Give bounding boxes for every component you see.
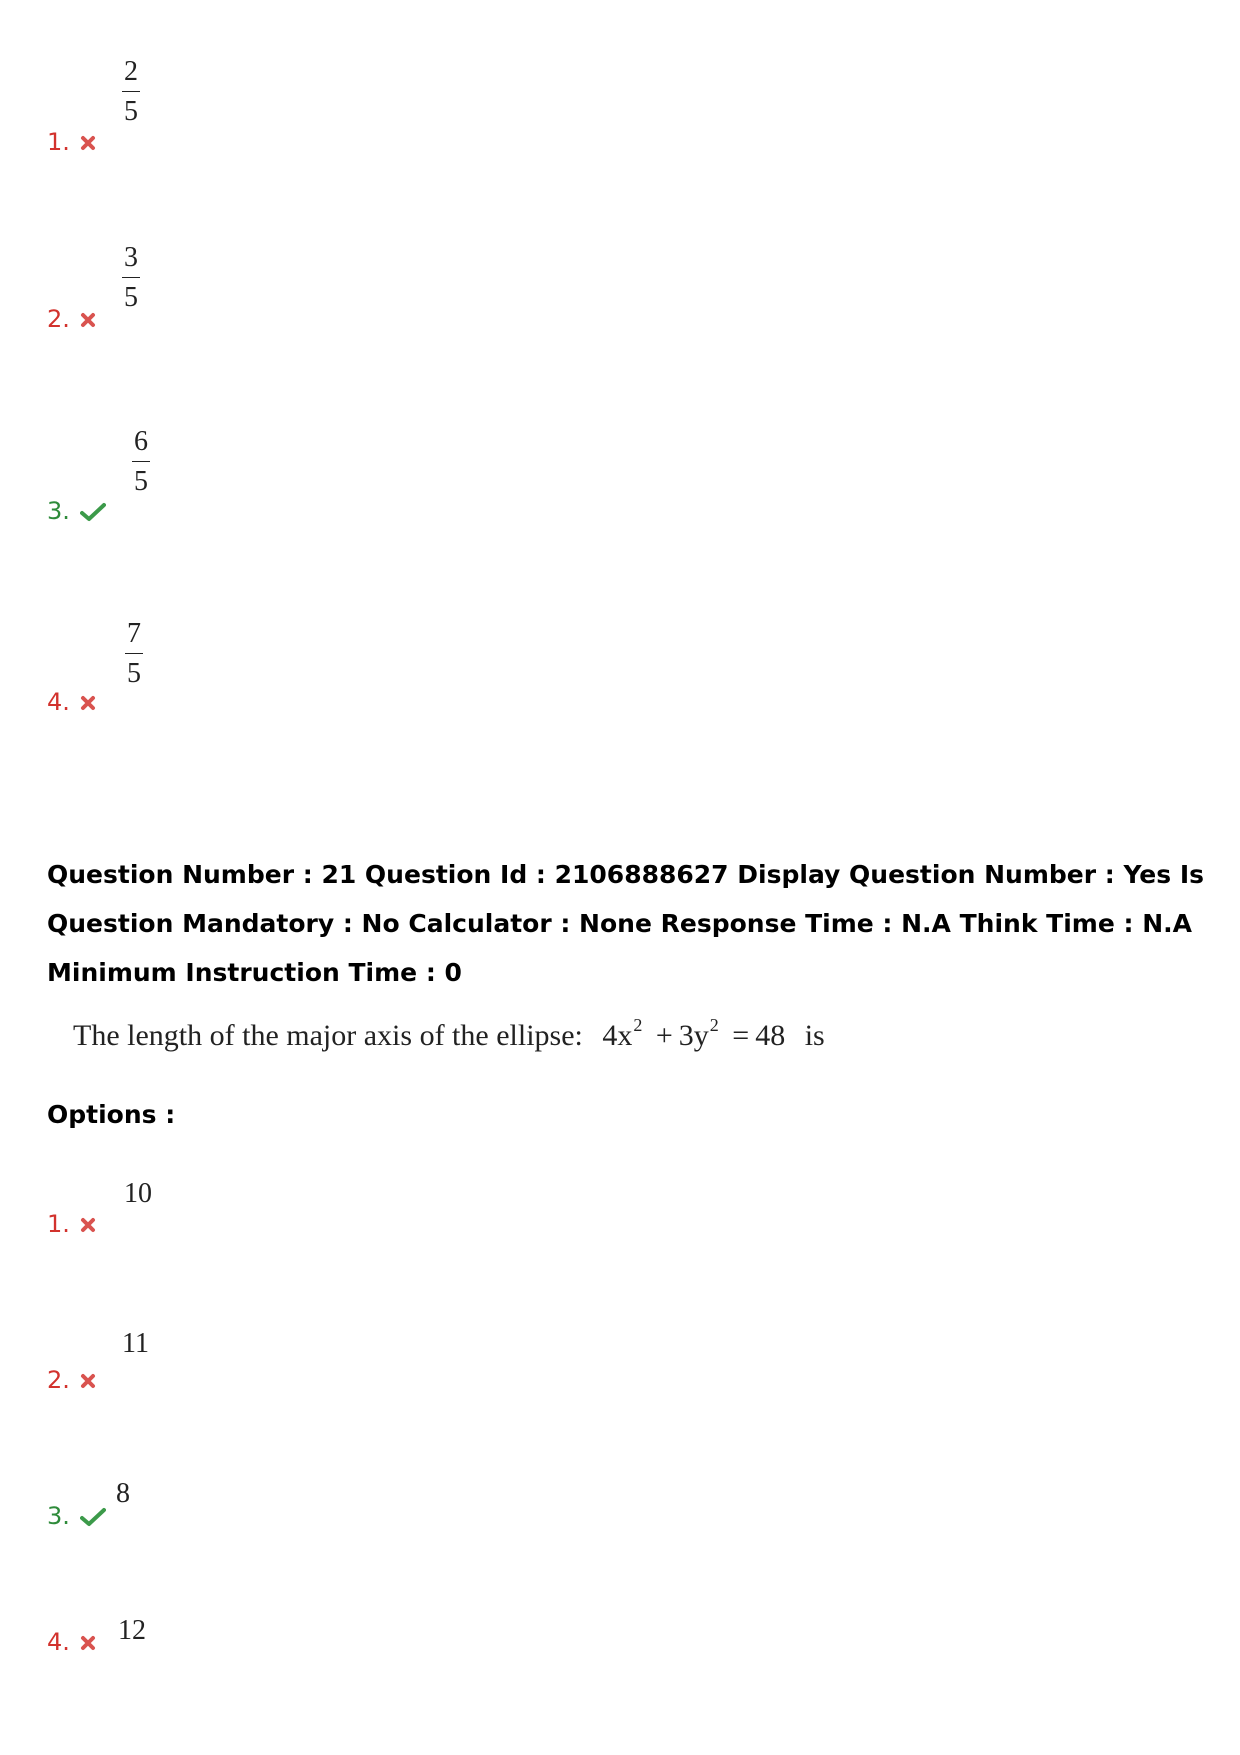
options-label: Options : <box>47 1100 176 1129</box>
equation-plus: + <box>655 1019 673 1052</box>
cross-mark-icon <box>80 695 96 711</box>
option-2 <box>47 1366 96 1394</box>
question-metadata: Question Number : 21 Question Id : 2106888627 Display Question Number : Yes Is Question Mandatory : No Calculator : None Response Time : N.A Think Time : N.A Minimum Instruction Time : 0 <box>47 860 1205 987</box>
equation-term-b: 3y <box>678 1019 709 1052</box>
prev-option-4 <box>47 688 96 716</box>
numerator: 2 <box>124 56 138 87</box>
fraction-bar <box>125 653 143 654</box>
option-number: 1. <box>47 1210 70 1238</box>
numerator: 3 <box>124 242 138 273</box>
equation-term-c: 48 <box>755 1019 786 1052</box>
question-text-prefix: The length of the major axis of the ellipse: <box>73 1019 583 1052</box>
option-number: 4. <box>47 688 70 716</box>
denominator: 5 <box>127 658 141 689</box>
option-1 <box>47 1210 96 1238</box>
fraction-bar <box>122 91 140 92</box>
equation-exponent-2: 2 <box>709 1015 719 1035</box>
option-4-value: 12 <box>118 1615 146 1646</box>
question-text-suffix: is <box>804 1019 825 1052</box>
option-number: 3. <box>47 1502 70 1530</box>
option-3 <box>47 1502 106 1530</box>
prev-option-1-fraction <box>122 58 140 126</box>
equation-exponent-1: 2 <box>633 1015 643 1035</box>
denominator: 5 <box>124 96 138 127</box>
option-number: 3. <box>47 497 70 525</box>
cross-mark-icon <box>80 312 96 328</box>
option-number: 1. <box>47 128 70 156</box>
check-mark-icon <box>80 1507 106 1527</box>
option-number: 4. <box>47 1628 70 1656</box>
prev-option-2-fraction <box>122 244 140 312</box>
option-1-value: 10 <box>124 1178 152 1209</box>
option-number: 2. <box>47 1366 70 1394</box>
question-text <box>73 1015 825 1053</box>
fraction-bar <box>122 277 140 278</box>
cross-mark-icon <box>80 1217 96 1233</box>
check-mark-icon <box>80 502 106 522</box>
prev-option-3 <box>47 497 106 525</box>
prev-option-2 <box>47 305 96 333</box>
cross-mark-icon <box>80 1635 96 1651</box>
prev-option-1 <box>47 128 96 156</box>
option-3-value: 8 <box>116 1478 130 1509</box>
prev-option-4-fraction <box>125 620 143 688</box>
numerator: 7 <box>127 618 141 649</box>
denominator: 5 <box>124 282 138 313</box>
option-4 <box>47 1628 96 1656</box>
fraction-bar <box>132 461 150 462</box>
prev-option-3-fraction <box>132 428 150 496</box>
equation-term-a: 4x <box>602 1019 633 1052</box>
cross-mark-icon <box>80 1373 96 1389</box>
option-number: 2. <box>47 305 70 333</box>
denominator: 5 <box>134 466 148 497</box>
equation-equals: = <box>732 1019 750 1052</box>
numerator: 6 <box>134 426 148 457</box>
cross-mark-icon <box>80 135 96 151</box>
option-2-value: 11 <box>122 1328 149 1359</box>
